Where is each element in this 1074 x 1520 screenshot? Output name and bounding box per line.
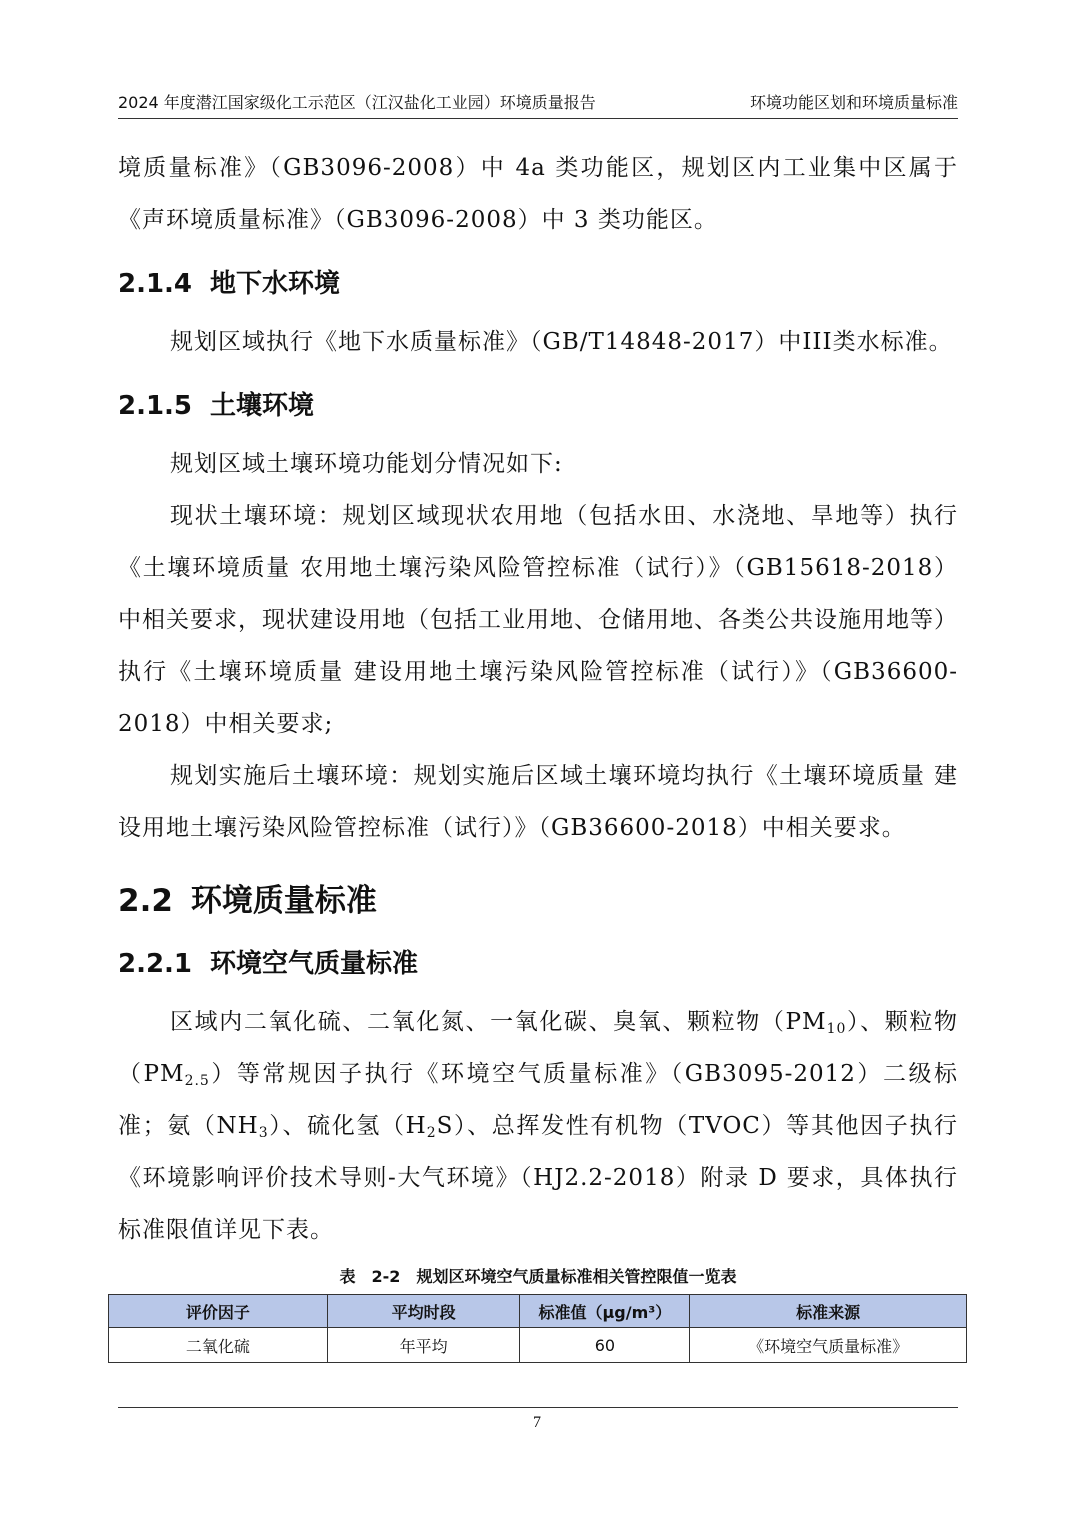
table-header-cell: 评价因子 xyxy=(109,1295,328,1328)
section-title: 地下水环境 xyxy=(210,269,341,299)
footer-divider xyxy=(118,1407,958,1408)
table-row xyxy=(109,1328,967,1363)
section-number: 2.2 xyxy=(118,883,173,919)
air-quality-standards-table xyxy=(108,1294,967,1363)
table-cell: 二氧化硫 xyxy=(109,1328,328,1363)
section-number: 2.1.5 xyxy=(118,391,193,421)
paragraph-groundwater: 规划区域执行《地下水质量标准》（GB/T14848-2017）中III类水标准。 xyxy=(170,329,953,355)
page-header xyxy=(118,92,958,119)
page-number: 7 xyxy=(533,1414,541,1431)
table-header-cell: 标准来源 xyxy=(690,1295,967,1328)
section-heading-2-2 xyxy=(118,876,958,926)
section-number: 2.2.1 xyxy=(118,949,193,979)
table-cell: 60 xyxy=(520,1328,690,1363)
paragraph-soil-current: 现状土壤环境：规划区域现状农用地（包括水田、水浇地、旱地等）执行《土壤环境质量 农用地土壤污染风险管控标准（试行）》（GB15618-2018）中相关要求，现状建设用地（包括工业用地、仓储用地、各类公共设施用地等）执行《土壤环境质量 建设用地土壤污染风险管控标准（试行）》（GB36600-2018）中相关要求; xyxy=(118,503,958,737)
section-heading-2-1-5 xyxy=(118,382,958,430)
header-report-title: 2024 年度潜江国家级化工示范区（江汉盐化工业园）环境质量报告 xyxy=(118,93,596,112)
table-header-row xyxy=(109,1295,967,1328)
section-title: 环境空气质量标准 xyxy=(210,949,419,979)
table-cell: 年平均 xyxy=(327,1328,520,1363)
table-header-cell: 标准值（μg/m³） xyxy=(520,1295,690,1328)
paragraph-soil-planned: 规划实施后土壤环境：规划实施后区域土壤环境均执行《土壤环境质量 建设用地土壤污染风险管控标准（试行）》（GB36600-2018）中相关要求。 xyxy=(118,763,958,841)
header-chapter-title: 环境功能区划和环境质量标准 xyxy=(749,93,958,112)
section-number: 2.1.4 xyxy=(118,269,193,299)
section-title: 土壤环境 xyxy=(210,391,315,421)
paragraph-continued: 境质量标准》（GB3096-2008）中 4a 类功能区，规划区内工业集中区属于《声环境质量标准》（GB3096-2008）中 3 类功能区。 xyxy=(118,155,958,233)
table-header-cell: 平均时段 xyxy=(327,1295,520,1328)
section-heading-2-1-4 xyxy=(118,260,958,308)
paragraph-air-quality: 区域内二氧化硫、二氧化氮、一氧化碳、臭氧、颗粒物$(PM_{10})$、颗粒物$(PM_{2.5})$等常规因子执行《环境空气质量标准》（GB3095-2012）二级标准；氨$(NH_3)$、硫化氢$(H_2S)$、总挥发性有机物（TVOC）等其他因子执行《环境影响评价技术导则-大气环境》（HJ2.2-2018）附录 D 要求，具体执行标准限值详见下表。 xyxy=(118,1009,959,1243)
table-cell: 《环境空气质量标准》 xyxy=(690,1328,967,1363)
section-title: 环境质量标准 xyxy=(190,883,377,919)
page-body xyxy=(118,142,958,1290)
paragraph-soil-intro: 规划区域土壤环境功能划分情况如下: xyxy=(170,451,563,477)
table-caption: 表 2-2 规划区环境空气质量标准相关管控限值一览表 xyxy=(339,1267,737,1286)
section-heading-2-2-1 xyxy=(118,940,958,988)
